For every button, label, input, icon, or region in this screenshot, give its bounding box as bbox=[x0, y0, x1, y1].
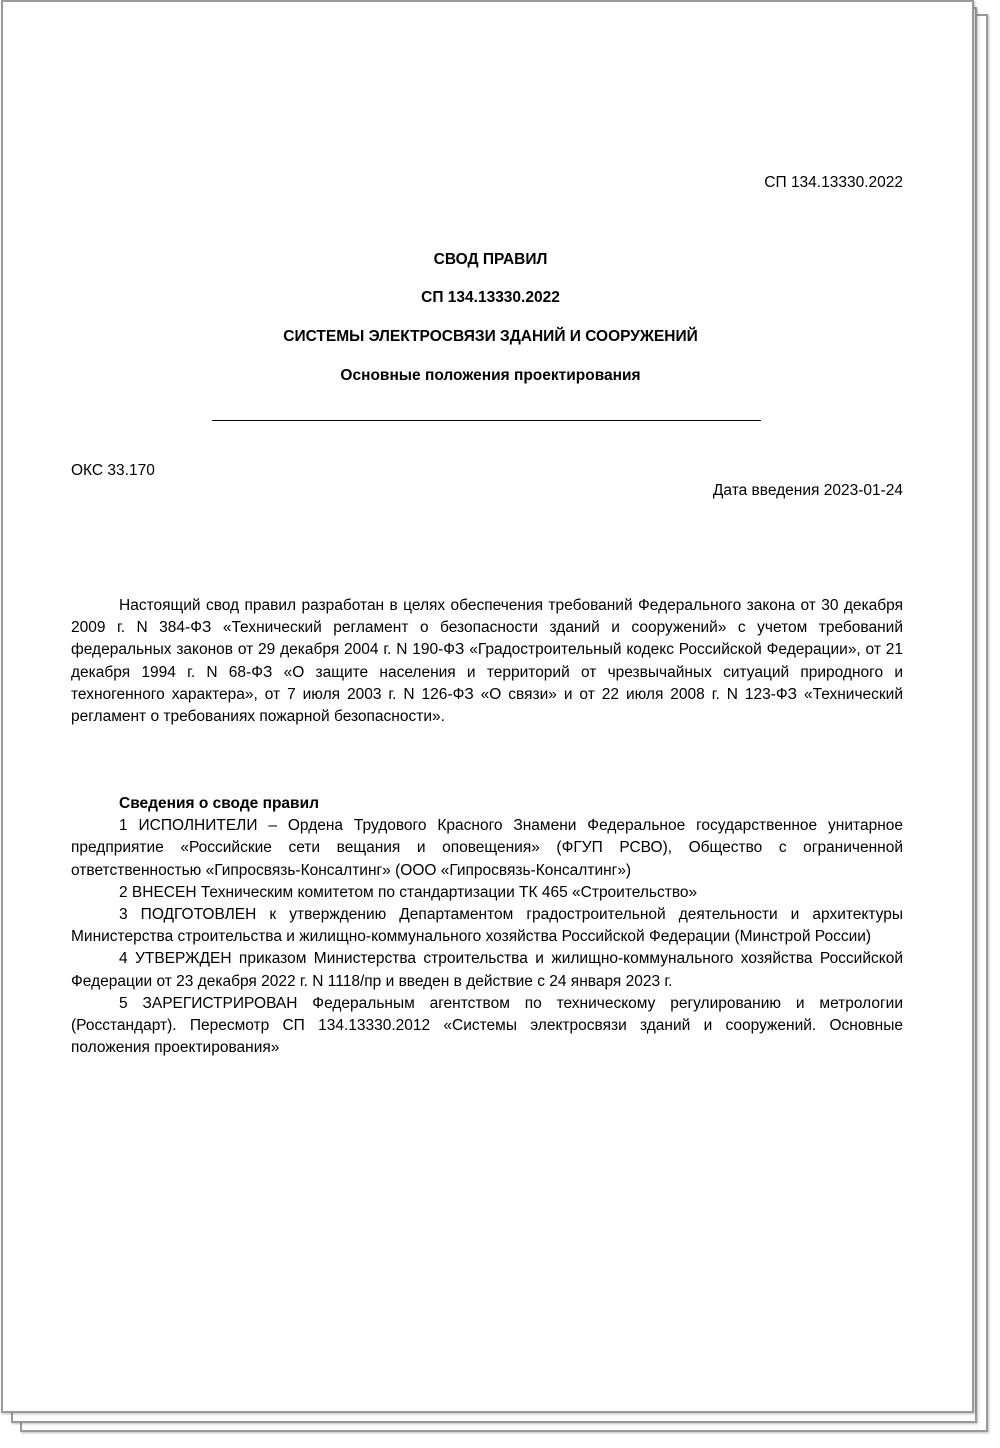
introduction-date: Дата введения 2023-01-24 bbox=[712, 482, 903, 499]
introduction-text: Настоящий свод правил разработан в целях обеспечения требований Федерального закона от 30 декабря 2009 г. N 384-ФЗ «Технический регламент о безопасности зданий и сооружений» с учетом требований федеральных законов от 29 декабря 2004 г. N 190-ФЗ «Градостроительный кодекс Российской Федерации», от 21 декабря 1994 г. N 68-ФЗ «О защите населения и территорий от чрезвычайных ситуаций природного и техногенного характера», от 7 июля 2003 г. N 126-ФЗ «О связи» и от 22 июля 2008 г. N 123-ФЗ «Технический регламент о требованиях пожарной безопасности». bbox=[71, 597, 903, 726]
title-subtitle: Основные положения проектирования bbox=[340, 367, 641, 384]
info-item-4: 4 УТВЕРЖДЕН приказом Министерства строительства и жилищно-коммунального хозяйства Российской Федерации от 23 декабря 2022 г. N 1118/пр и введен в действие с 24 января 2023 г. bbox=[71, 950, 903, 990]
info-item-3: 3 ПОДГОТОВЛЕН к утверждению Департаментом градостроительной деятельности и архитектуры Министерства строительства и жилищно-коммунального хозяйства Российской Федерации (Минстрой России) bbox=[71, 906, 903, 946]
info-item-1: 1 ИСПОЛНИТЕЛИ – Ордена Трудового Красного Знамени Федеральное государственное унитарное предприятие «Российские сети вещания и оповещения» (ФГУП РСВО), Общество с ограниченной ответственностью «Гипросвязь-Консалтинг» (ООО «Гипросвязь-Консалтинг») bbox=[71, 817, 903, 879]
info-heading: Сведения о своде правил bbox=[119, 795, 319, 812]
title-divider bbox=[212, 420, 761, 421]
title-main: СИСТЕМЫ ЭЛЕКТРОСВЯЗИ ЗДАНИЙ И СООРУЖЕНИЙ bbox=[283, 328, 698, 345]
title-code-of-rules: СВОД ПРАВИЛ bbox=[433, 251, 548, 268]
document-code: СП 134.13330.2022 bbox=[764, 174, 903, 191]
title-document-number: СП 134.13330.2022 bbox=[421, 289, 560, 306]
front-sheet bbox=[1, 0, 974, 1413]
introduction-paragraph bbox=[71, 595, 903, 728]
info-section bbox=[71, 793, 903, 1059]
info-item-5: 5 ЗАРЕГИСТРИРОВАН Федеральным агентством по техническому регулированию и метрологии (Росстандарт). Пересмотр СП 134.13330.2012 «Системы электросвязи зданий и сооружений. Основные положения проектирования» bbox=[71, 994, 903, 1057]
document-page bbox=[4, 2, 977, 1415]
info-item-2: 2 ВНЕСЕН Техническим комитетом по стандартизации ТК 465 «Строительство» bbox=[119, 883, 698, 901]
oks-code: ОКС 33.170 bbox=[71, 462, 155, 479]
